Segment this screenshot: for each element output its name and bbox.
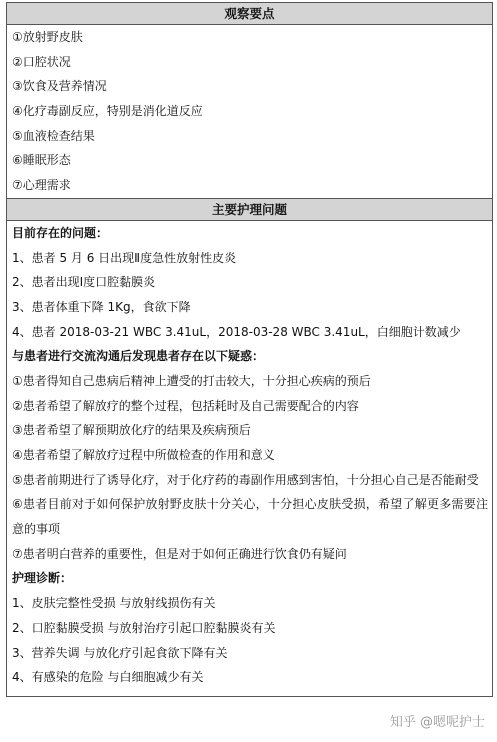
nursing-table-container [6, 2, 493, 697]
current-problem-item: 1、患者 5 月 6 日出现Ⅱ度急性放射性皮炎 [12, 250, 237, 265]
diagnosis-item: 1、皮肤完整性受损 与放射线损伤有关 [12, 596, 216, 611]
concern-item: ⑦患者明白营养的重要性，但是对于如何正确进行饮食仍有疑问 [12, 546, 347, 561]
concerns-heading: 与患者进行交流沟通后发现患者存在以下疑惑： [12, 349, 265, 364]
observation-item: ⑥睡眠形态 [12, 153, 71, 168]
observation-item: ③饮食及营养情况 [12, 79, 107, 94]
observation-item: ⑦心理需求 [12, 178, 71, 193]
nursing-problems-header: 主要护理问题 [7, 198, 493, 220]
concern-item: ③患者希望了解预期放化疗的结果及疾病预后 [12, 423, 251, 438]
observation-item: ②口腔状况 [12, 54, 71, 69]
observation-header: 观察要点 [7, 3, 493, 25]
concern-item: ①患者得知自己患病后精神上遭受的打击较大，十分担心疾病的预后 [12, 373, 371, 388]
concern-item: ⑥患者目前对于如何保护放射野皮肤十分关心，十分担心皮肤受损，希望了解更多需要注意的事项 [12, 497, 488, 537]
nursing-problems-cell [7, 220, 493, 696]
observation-item: ④化疗毒副反应，特别是消化道反应 [12, 104, 203, 119]
concern-item: ⑤患者前期进行了诱导化疗，对于化疗药的毒副作用感到害怕，十分担心自己是否能耐受 [12, 472, 479, 487]
diagnosis-item: 2、口腔黏膜受损 与放射治疗引起口腔黏膜炎有关 [12, 620, 276, 635]
current-problems-heading: 目前存在的问题： [12, 225, 109, 240]
current-problem-item: 4、患者 2018-03-21 WBC 3.41uL，2018-03-28 WBC 3.41uL，白细胞计数减少 [12, 324, 461, 339]
current-problem-item: 2、患者出现Ⅰ度口腔黏膜炎 [12, 275, 156, 290]
concern-item: ②患者希望了解放疗的整个过程，包括耗时及自己需要配合的内容 [12, 398, 359, 413]
concern-item: ④患者希望了解放疗过程中所做检查的作用和意义 [12, 448, 275, 462]
bottom-spacer [7, 690, 492, 696]
current-problem-item: 3、患者体重下降 1Kg，食欲下降 [12, 299, 191, 314]
zhihu-watermark: 知乎 @嗯呢护士 [389, 715, 485, 730]
diagnosis-heading: 护理诊断： [12, 571, 73, 586]
diagnosis-item: 4、有感染的危险 与白细胞减少有关 [12, 670, 204, 685]
observation-item: ①放射野皮肤 [12, 30, 83, 44]
observation-item: ⑤血液检查结果 [12, 128, 95, 143]
nursing-table [6, 2, 493, 697]
observation-cell [7, 25, 493, 199]
diagnosis-item: 3、营养失调 与放化疗引起食欲下降有关 [12, 645, 228, 660]
